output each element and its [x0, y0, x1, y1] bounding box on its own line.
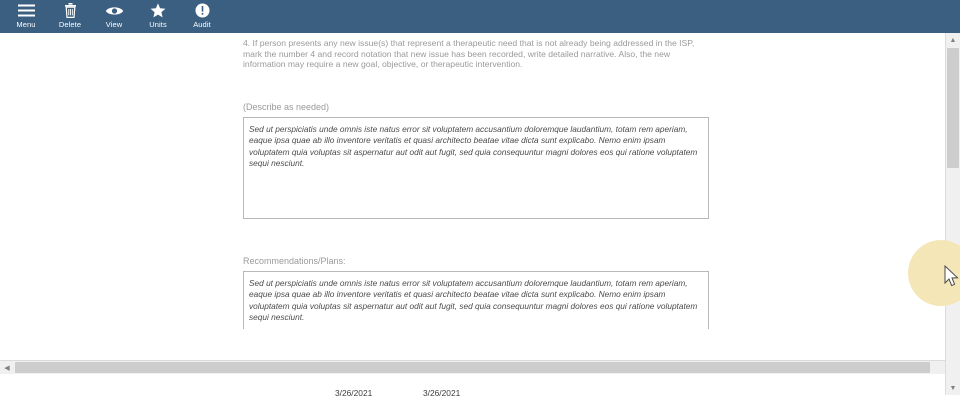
top-toolbar	[0, 0, 960, 33]
describe-field-label: (Describe as needed)	[243, 101, 330, 112]
form-page	[0, 33, 944, 329]
delete-button[interactable]	[48, 0, 92, 33]
document-scroll-area[interactable]	[0, 33, 960, 410]
eye-icon	[105, 2, 124, 19]
menu-button-label: Menu	[16, 20, 36, 29]
describe-textarea[interactable]	[243, 117, 709, 219]
scroll-up-arrow-icon[interactable]: ▲	[949, 36, 957, 44]
hamburger-menu-icon	[18, 2, 35, 19]
star-icon	[150, 2, 166, 19]
audit-button[interactable]	[180, 0, 224, 33]
menu-button[interactable]	[4, 0, 48, 33]
delete-button-label: Delete	[58, 20, 82, 29]
recommendations-field-label: Recommendations/Plans:	[243, 255, 346, 266]
trash-icon	[64, 2, 77, 19]
horizontal-scrollbar[interactable]	[0, 360, 960, 374]
footer-date-1: 3/26/2021	[335, 388, 373, 398]
units-button-label: Units	[149, 20, 167, 29]
scroll-left-arrow-icon[interactable]: ◀	[4, 364, 10, 372]
units-button[interactable]	[136, 0, 180, 33]
audit-button-label: Audit	[193, 20, 211, 29]
view-button[interactable]	[92, 0, 136, 33]
mouse-cursor-icon	[944, 265, 960, 289]
recommendations-textarea[interactable]	[243, 271, 709, 330]
scroll-down-arrow-icon[interactable]: ▼	[949, 384, 957, 392]
info-icon	[195, 2, 210, 19]
footer-date-2: 3/26/2021	[423, 388, 461, 398]
footer-dates	[0, 388, 944, 410]
horizontal-scroll-thumb[interactable]	[15, 362, 930, 373]
instruction-text: 4. If person presents any new issue(s) that represent a therapeutic need that is not already being addressed in the ISP, mark the number 4 and record notation that new issue has been recorded, write detailed narrative. Also, the new information may require a new goal, objective, or therapeutic intervention.	[243, 38, 695, 69]
vertical-scrollbar[interactable]	[945, 33, 960, 395]
form-content	[243, 33, 713, 329]
vertical-scroll-thumb[interactable]	[947, 48, 959, 168]
view-button-label: View	[105, 20, 123, 29]
